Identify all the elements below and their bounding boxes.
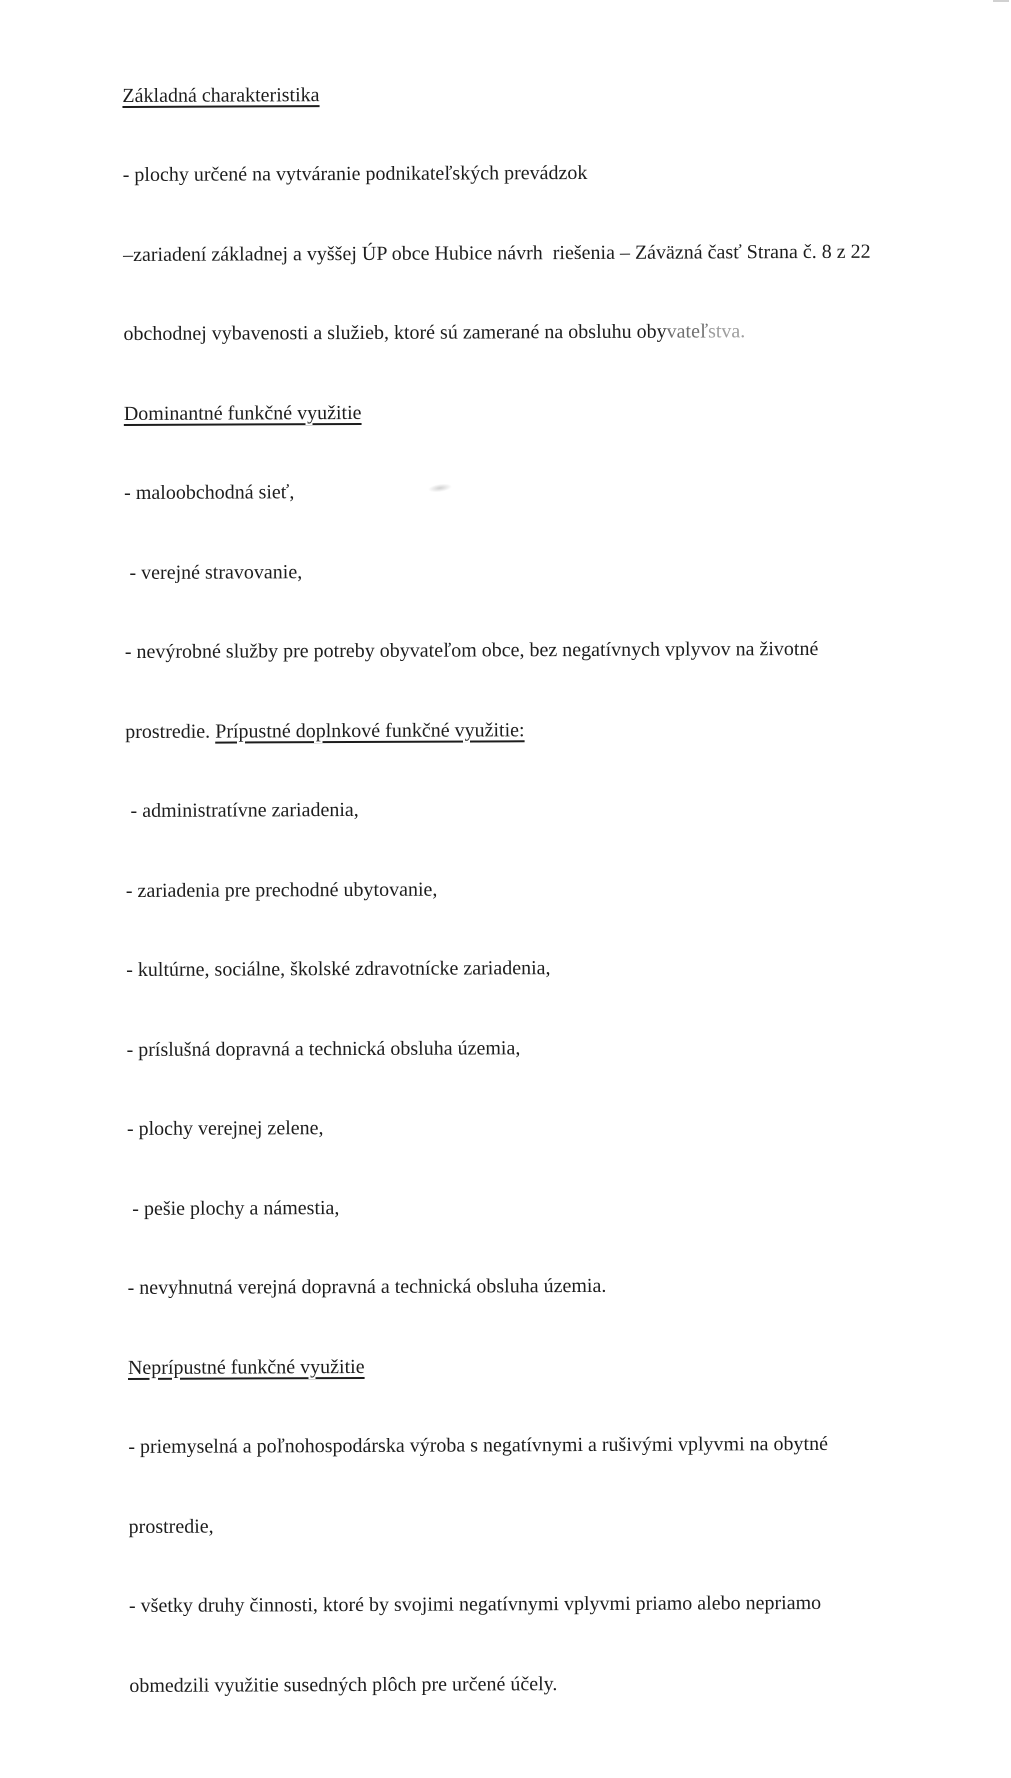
doc-line-prislusna-dopravna: - príslušná dopravná a technická obsluha územia, [126,1036,521,1061]
section-heading-zakladna-charakteristika: Základná charakteristika [122,83,320,107]
doc-line-zariadenia-ubytovanie: - zariadenia pre prechodné ubytovanie, [125,878,438,902]
doc-line-nevyhnutna-verejna: - nevyhnutná verejná dopravná a technická obsluha územia. [127,1274,607,1299]
doc-line-vsetky-druhy: - všetky druhy činnosti, ktoré by svojimi negatívnymi vplyvmi priamo alebo nepriamo [128,1591,822,1617]
doc-line-normal-part: prostredie. [125,720,216,743]
section-heading-dominantne-funkcne: Dominantné funkčné využitie [123,401,362,425]
doc-line-prostredie-pripustne [125,715,1005,745]
doc-line-plochy-zelene: - plochy verejnej zelene, [126,1117,324,1140]
doc-line-faded-part: vateľ [666,320,709,343]
doc-line-zariadeni-header-overlap: –zariadení základnej a vyššej ÚP obce Hubice návrh riešenia – Záväzná časť Strana č. 8 z 22 [123,240,871,266]
doc-line-pesie-plochy: - pešie plochy a námestia, [127,1196,340,1220]
doc-line-kulturne-socialne: - kultúrne, sociálne, školské zdravotnícke zariadenia, [126,957,551,981]
doc-line-plochy-urcene: - plochy určené na vytváranie podnikateľských prevádzok [122,161,588,186]
scan-artifact-corner-mark [993,0,1009,2]
doc-line-maloobchodna-siet: - maloobchodná sieť, [124,481,295,504]
doc-line-faded-end: stva. [708,320,746,343]
doc-line-prostredie2: prostredie, [128,1515,214,1538]
doc-line-nevyrobne-sluzby: - nevýrobné služby pre potreby obyvateľom obce, bez negatívnych vplyvov na životné [124,637,819,663]
doc-line-priemyselna-vyroba: - priemyselná a poľnohospodárska výroba s negatívnymi a rušivými vplyvmi na obytné [128,1432,829,1458]
doc-line-administrativne-zariadenia: - administratívne zariadenia, [125,798,359,822]
doc-line-obchodnej-vybavenosti [123,317,1003,347]
section-heading-pripustne-doplnkove: Prípustné doplnkové funkčné využitie: [215,718,525,743]
doc-line-normal-part: obchodnej vybavenosti a služieb, ktoré sú zamerané na obsluhu oby [123,320,667,345]
doc-line-verejne-stravovanie: - verejné stravovanie, [124,560,303,584]
document-text-block [122,0,1010,1778]
section-heading-nepripustne-funkcne: Neprípustné funkčné využitie [127,1355,365,1379]
doc-line-obmedzili-vyuzitie: obmedzili využitie susedných plôch pre určené účely. [129,1672,558,1697]
